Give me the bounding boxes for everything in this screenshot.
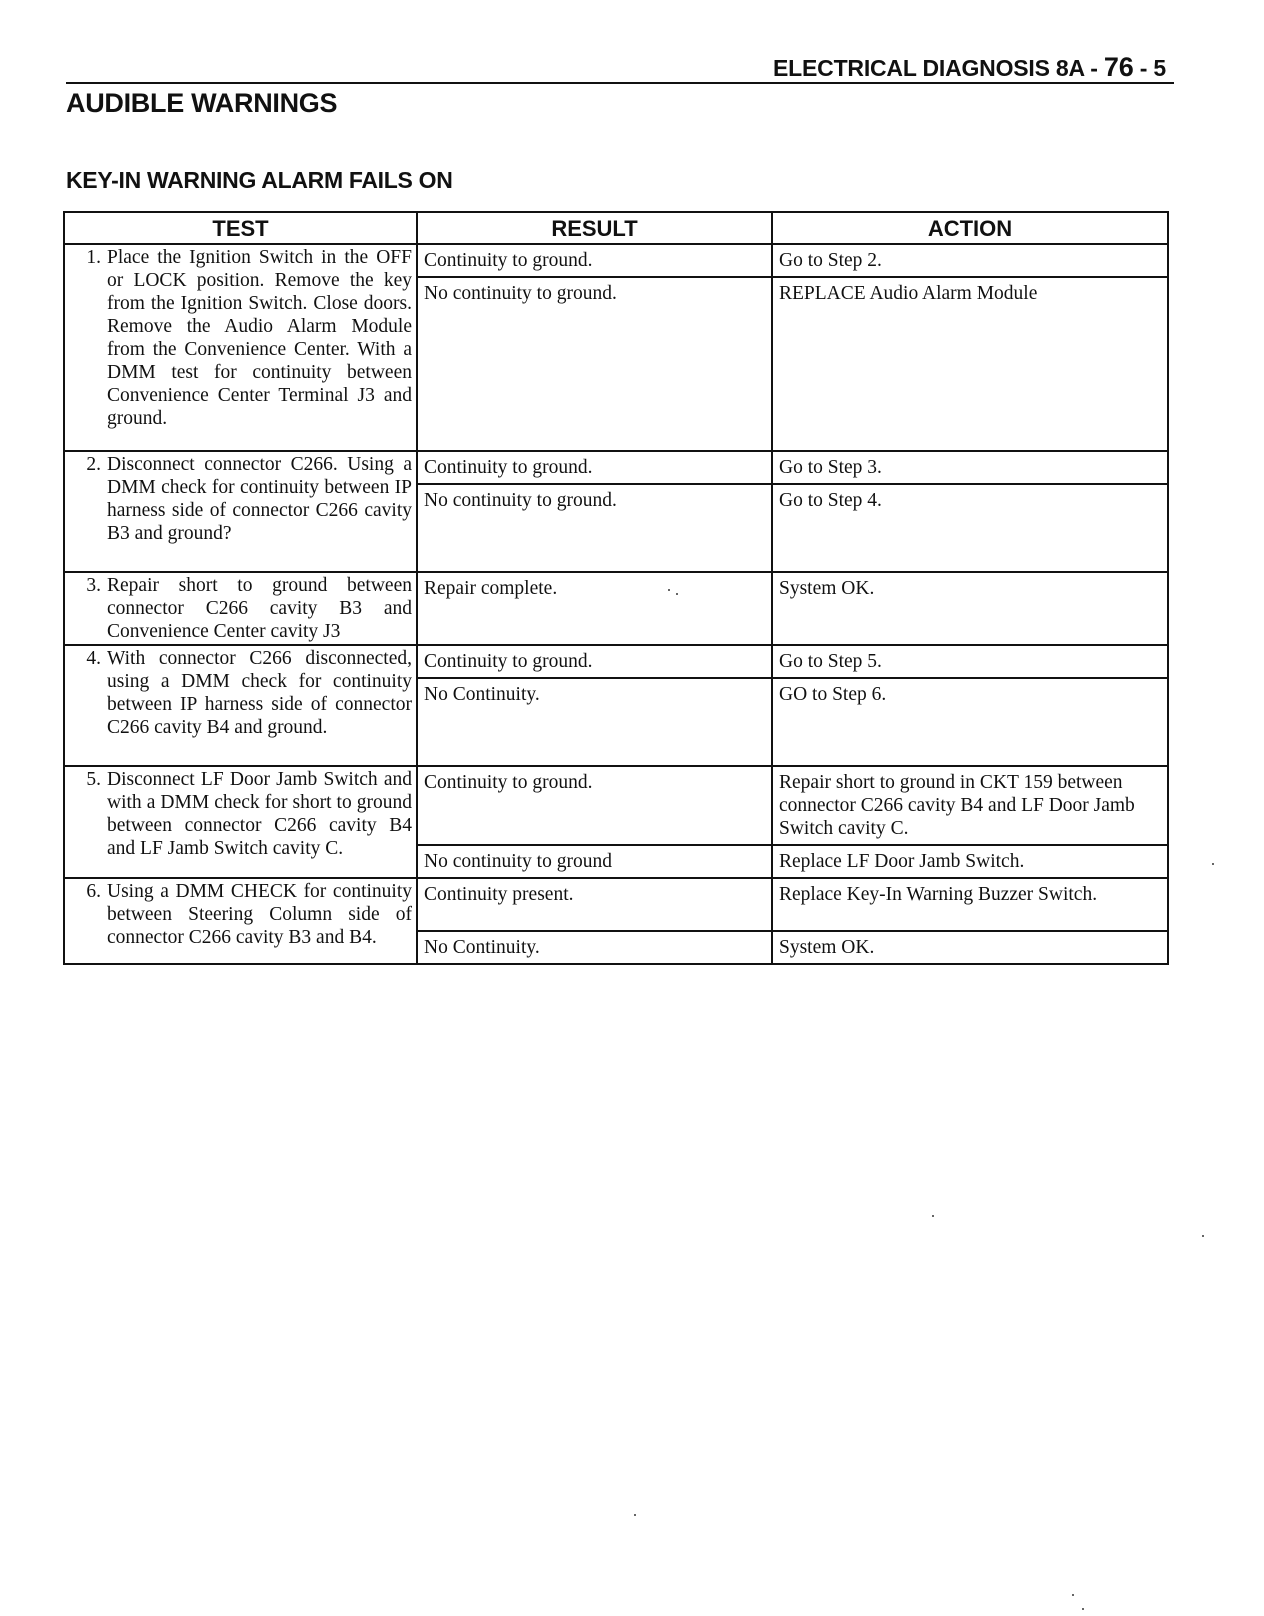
result-cell: Continuity present. [417,878,772,931]
table-row [64,766,1168,845]
action-cell: Go to Step 5. [772,645,1168,678]
column-header-action: ACTION [772,212,1168,244]
result-cell: No Continuity. [417,931,772,964]
step-test-text: Disconnect LF Door Jamb Switch and with a DMM check for short to ground between connector C266 cavity B4 and LF Jamb Switch cavity C. [107,769,412,859]
step-number: 1. [86,247,101,268]
table-row [64,878,1168,931]
scan-speck [676,593,678,595]
step-test-text: Using a DMM CHECK for continuity between Steering Column side of connector C266 cavity B3 and B4. [107,881,412,948]
step-number: 2. [86,454,101,475]
step-number: 6. [86,881,101,902]
result-cell: Continuity to ground. [417,645,772,678]
scan-speck [1072,1594,1074,1596]
step-number: 4. [86,648,101,669]
action-cell: Go to Step 3. [772,451,1168,484]
table-row [64,572,1168,645]
test-cell [64,878,417,964]
test-cell [64,572,417,645]
table-row [64,244,1168,277]
action-cell: GO to Step 6. [772,678,1168,766]
running-head-suffix: - 5 [1133,55,1166,81]
section-title: AUDIBLE WARNINGS [66,88,338,118]
action-cell: Go to Step 2. [772,244,1168,277]
step-test-text: Place the Ignition Switch in the OFF or LOCK position. Remove the key from the Ignition Switch. Close doors. Remove the Audio Alarm Module from the Convenience Center. With a DMM test for continuity between Convenience Center Terminal J3 and ground. [107,247,412,429]
column-header-test: TEST [64,212,417,244]
scan-speck [932,1215,934,1217]
action-cell: Replace Key-In Warning Buzzer Switch. [772,878,1168,931]
result-cell: No continuity to ground. [417,484,772,572]
test-cell [64,645,417,766]
step-number: 5. [86,769,101,790]
scan-speck [668,589,670,591]
action-cell: Repair short to ground in CKT 159 between connector C266 cavity B4 and LF Door Jamb Switch cavity C. [772,766,1168,845]
test-cell [64,766,417,878]
page-header [66,50,1174,84]
column-header-result: RESULT [417,212,772,244]
action-cell: Replace LF Door Jamb Switch. [772,845,1168,878]
running-head [773,52,1166,83]
step-number: 3. [86,575,101,596]
scan-speck [1202,1235,1204,1237]
scan-speck [634,1514,636,1516]
table-row [64,645,1168,678]
test-cell [64,451,417,572]
result-cell: Continuity to ground. [417,451,772,484]
diagnosis-table [63,211,1169,965]
result-cell: Continuity to ground. [417,244,772,277]
result-cell: Continuity to ground. [417,766,772,845]
result-cell: No continuity to ground. [417,277,772,451]
action-cell: System OK. [772,931,1168,964]
table-row [64,451,1168,484]
result-cell: No Continuity. [417,678,772,766]
result-cell: No continuity to ground [417,845,772,878]
scan-speck [1212,863,1214,865]
step-test-text: With connector C266 disconnected, using a DMM check for continuity between IP harness side of connector C266 cavity B4 and ground. [107,648,412,738]
step-test-text: Repair short to ground between connector C266 cavity B3 and Convenience Center cavity J3 [107,575,412,642]
test-cell [64,244,417,451]
result-cell: Repair complete. [417,572,772,645]
action-cell: Go to Step 4. [772,484,1168,572]
action-cell: REPLACE Audio Alarm Module [772,277,1168,451]
running-head-prefix: ELECTRICAL DIAGNOSIS 8A - [773,55,1104,81]
table-title: KEY-IN WARNING ALARM FAILS ON [66,167,453,193]
step-test-text: Disconnect connector C266. Using a DMM check for continuity between IP harness side of connector C266 cavity B3 and ground? [107,454,412,544]
running-head-number: 76 [1103,52,1134,82]
table-header-row [64,212,1168,244]
action-cell: System OK. [772,572,1168,645]
scan-speck [1082,1608,1084,1610]
